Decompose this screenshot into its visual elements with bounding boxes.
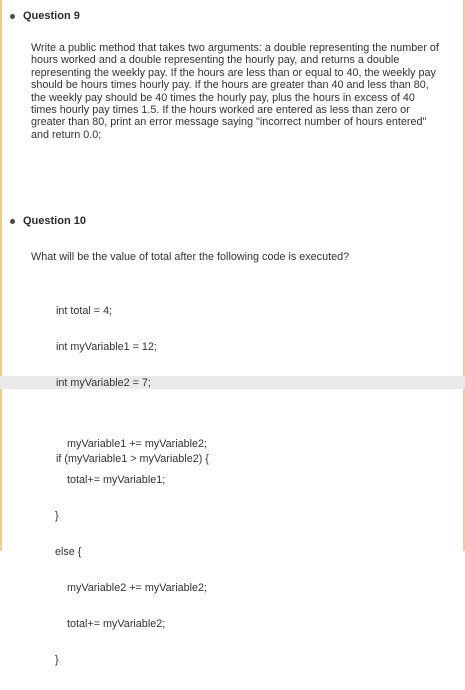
question-9-body: Write a public method that takes two arguments: a double representing the number of hours worked and a double representing the hourly pay, and returns a double representing the weekly pay. If the hours are less than or equal to 40, the weekly pay should be hours times hourly pay. If the hours are greater than 40 and less than 80, the weekly pay should be 40 times the hourly pay, plus the hours in excess of 40 times hourly pay times 1.5. If the hours worked are entered as less than zero or greater than 80, print an error message saying "incorrect number of hours entered" and return 0.0; [31,42,439,141]
code-line: } [55,510,59,522]
question-10-prompt: What will be the value of total after the following code is executed? [31,251,350,263]
code-line: myVariable2 += myVariable2; [55,582,208,594]
code-line: int myVariable2 = 7; [56,377,151,389]
code-block-bottom [55,414,207,690]
bullet-icon [10,219,15,224]
code-line: int total = 4; [56,305,113,317]
bullet-icon [10,14,15,19]
question-10-header [10,215,86,227]
question-9-title: Question 9 [23,10,80,22]
question-9-header [10,10,80,22]
code-line: myVariable1 += myVariable2; [55,438,208,450]
code-line: else { [55,546,82,558]
code-line: int myVariable1 = 12; [56,341,157,353]
code-line: } [55,654,59,666]
question-10-title: Question 10 [23,215,86,227]
code-line: total+= myVariable1; [55,474,166,486]
code-line: if (myVariable1 > myVariable2) { [56,453,209,465]
code-line: total+= myVariable2; [55,618,166,630]
